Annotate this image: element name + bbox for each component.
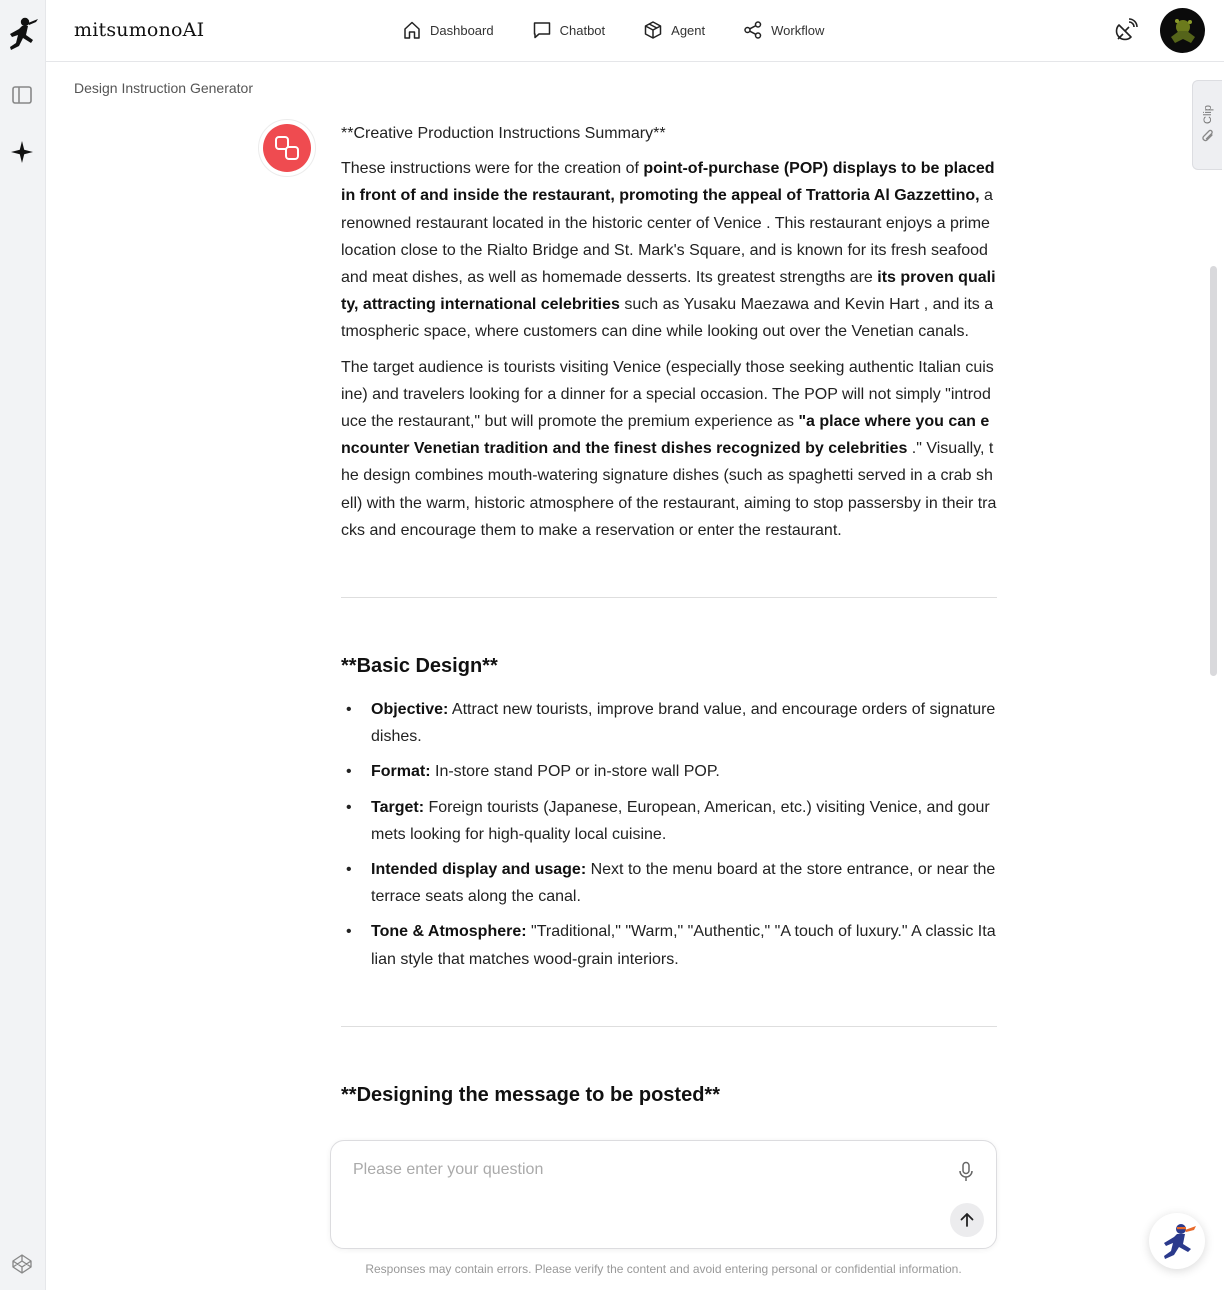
bot-avatar xyxy=(258,119,316,177)
item-text: Next to the menu board at the store entrance, or near the terrace seats along the canal. xyxy=(371,861,996,906)
text-span: ." Visually, the design combines mouth-watering signature dishes (such as spaghetti served in a crab shell) with the warm, historic atmosphere of the restaurant, aiming to stop passersby in their tracks and encourage them to make a reservation or enter the restaurant. xyxy=(341,440,997,539)
scrollbar-thumb[interactable] xyxy=(1210,266,1217,676)
summary-heading: **Creative Production Instructions Summary** xyxy=(341,125,666,142)
item-text: In-store stand POP or in-store wall POP. xyxy=(430,763,720,781)
chat-input-box xyxy=(330,1140,997,1249)
nav-chatbot-label: Chatbot xyxy=(559,22,606,38)
clip-tab-label: Clip xyxy=(1201,104,1214,124)
item-label: Intended display and usage: xyxy=(371,861,587,879)
microphone-icon[interactable] xyxy=(954,1159,978,1185)
list-item xyxy=(341,758,997,785)
sparkle-icon[interactable] xyxy=(9,139,35,165)
disclaimer-text: Responses may contain errors. Please verify the content and avoid entering personal or confidential information. xyxy=(365,1262,962,1276)
left-rail xyxy=(0,0,46,1290)
satellite-dish-icon[interactable] xyxy=(1114,18,1138,47)
ninja-helper-button[interactable] xyxy=(1149,1213,1205,1269)
item-label: Format: xyxy=(371,763,431,781)
chat-scroll-area[interactable] xyxy=(330,110,1010,1136)
bold-text: "a place where you can encounter Venetian tradition and the finest dishes recognized by celebrities xyxy=(341,413,990,458)
cube-icon xyxy=(643,20,663,40)
codepen-icon[interactable] xyxy=(9,1251,35,1277)
bot-logo-icon xyxy=(263,124,311,172)
send-button[interactable] xyxy=(950,1203,984,1237)
page-title: Design Instruction Generator xyxy=(74,80,253,96)
basic-design-list xyxy=(341,696,997,973)
brand-name[interactable]: mitsumonoAI xyxy=(74,19,205,41)
list-item xyxy=(341,696,997,750)
home-icon xyxy=(402,20,422,40)
chat-icon xyxy=(532,20,552,40)
next-section-heading: **Designing the message to be posted** xyxy=(341,1083,720,1106)
ninja-mascot-icon xyxy=(1157,1221,1197,1261)
text-span: a renowned restaurant located in the historic center of Venice . This restaurant enjoys a prime location close to the Rialto Bridge and St. Mark's Square, and is known for its fresh seafood and meat dishes, as well as homemade desserts. Its greatest strengths are xyxy=(341,187,993,287)
nav-dashboard-label: Dashboard xyxy=(430,22,494,38)
assistant-message xyxy=(341,120,997,1125)
nav-agent-label: Agent xyxy=(671,22,706,38)
nav-workflow-label: Workflow xyxy=(771,22,825,38)
text-span: These instructions were for the creation of xyxy=(341,160,644,178)
list-item xyxy=(341,856,997,910)
nav-agent[interactable] xyxy=(643,18,705,42)
message-paragraph xyxy=(341,155,997,345)
nav-chatbot[interactable] xyxy=(532,18,606,42)
item-label: Tone & Atmosphere: xyxy=(371,923,527,941)
text-span: The target audience is tourists visiting Venice (especially those seeking authentic Italian cuisine) and travelers looking for a dinner for a special occasion. The POP will not simply "introduce the restaurant," but will promote the premium experience as xyxy=(341,358,994,431)
user-avatar[interactable] xyxy=(1160,8,1205,53)
item-text: Attract new tourists, improve brand value, and encourage orders of signature dishes. xyxy=(371,701,996,746)
arrow-up-icon xyxy=(958,1211,976,1229)
text-span: such as Yusaku Maezawa and Kevin Hart , and its atmospheric space, where customers can dine while looking out over the Venetian canals. xyxy=(341,296,994,341)
question-input[interactable] xyxy=(353,1161,933,1179)
divider xyxy=(341,597,997,598)
main-nav xyxy=(402,18,862,42)
nav-workflow[interactable] xyxy=(743,18,824,42)
message-paragraph xyxy=(341,354,997,544)
paperclip-icon xyxy=(1201,129,1215,145)
basic-design-heading: **Basic Design** xyxy=(341,655,498,678)
bold-text: point-of-purchase (POP) displays to be placed in front of and inside the restaurant, promoting the appeal of Trattoria Al Gazzettino, xyxy=(341,160,995,205)
list-item xyxy=(341,794,997,848)
sidebar-toggle-icon[interactable] xyxy=(9,82,35,108)
share-nodes-icon xyxy=(743,20,763,40)
list-item xyxy=(341,918,997,972)
top-header xyxy=(46,0,1224,62)
ninja-logo-icon[interactable] xyxy=(5,16,39,54)
item-label: Objective: xyxy=(371,701,449,719)
nav-dashboard[interactable] xyxy=(402,18,494,42)
divider xyxy=(341,1026,997,1027)
item-label: Target: xyxy=(371,798,425,816)
item-text: "Traditional," "Warm," "Authentic," "A touch of luxury." A classic Italian style that matches wood-grain interiors. xyxy=(371,923,996,968)
clip-tab[interactable] xyxy=(1192,80,1222,170)
bold-text: its proven quality, attracting international celebrities xyxy=(341,269,996,314)
item-text: Foreign tourists (Japanese, European, American, etc.) visiting Venice, and gourmets looking for high-quality local cuisine. xyxy=(371,798,990,843)
